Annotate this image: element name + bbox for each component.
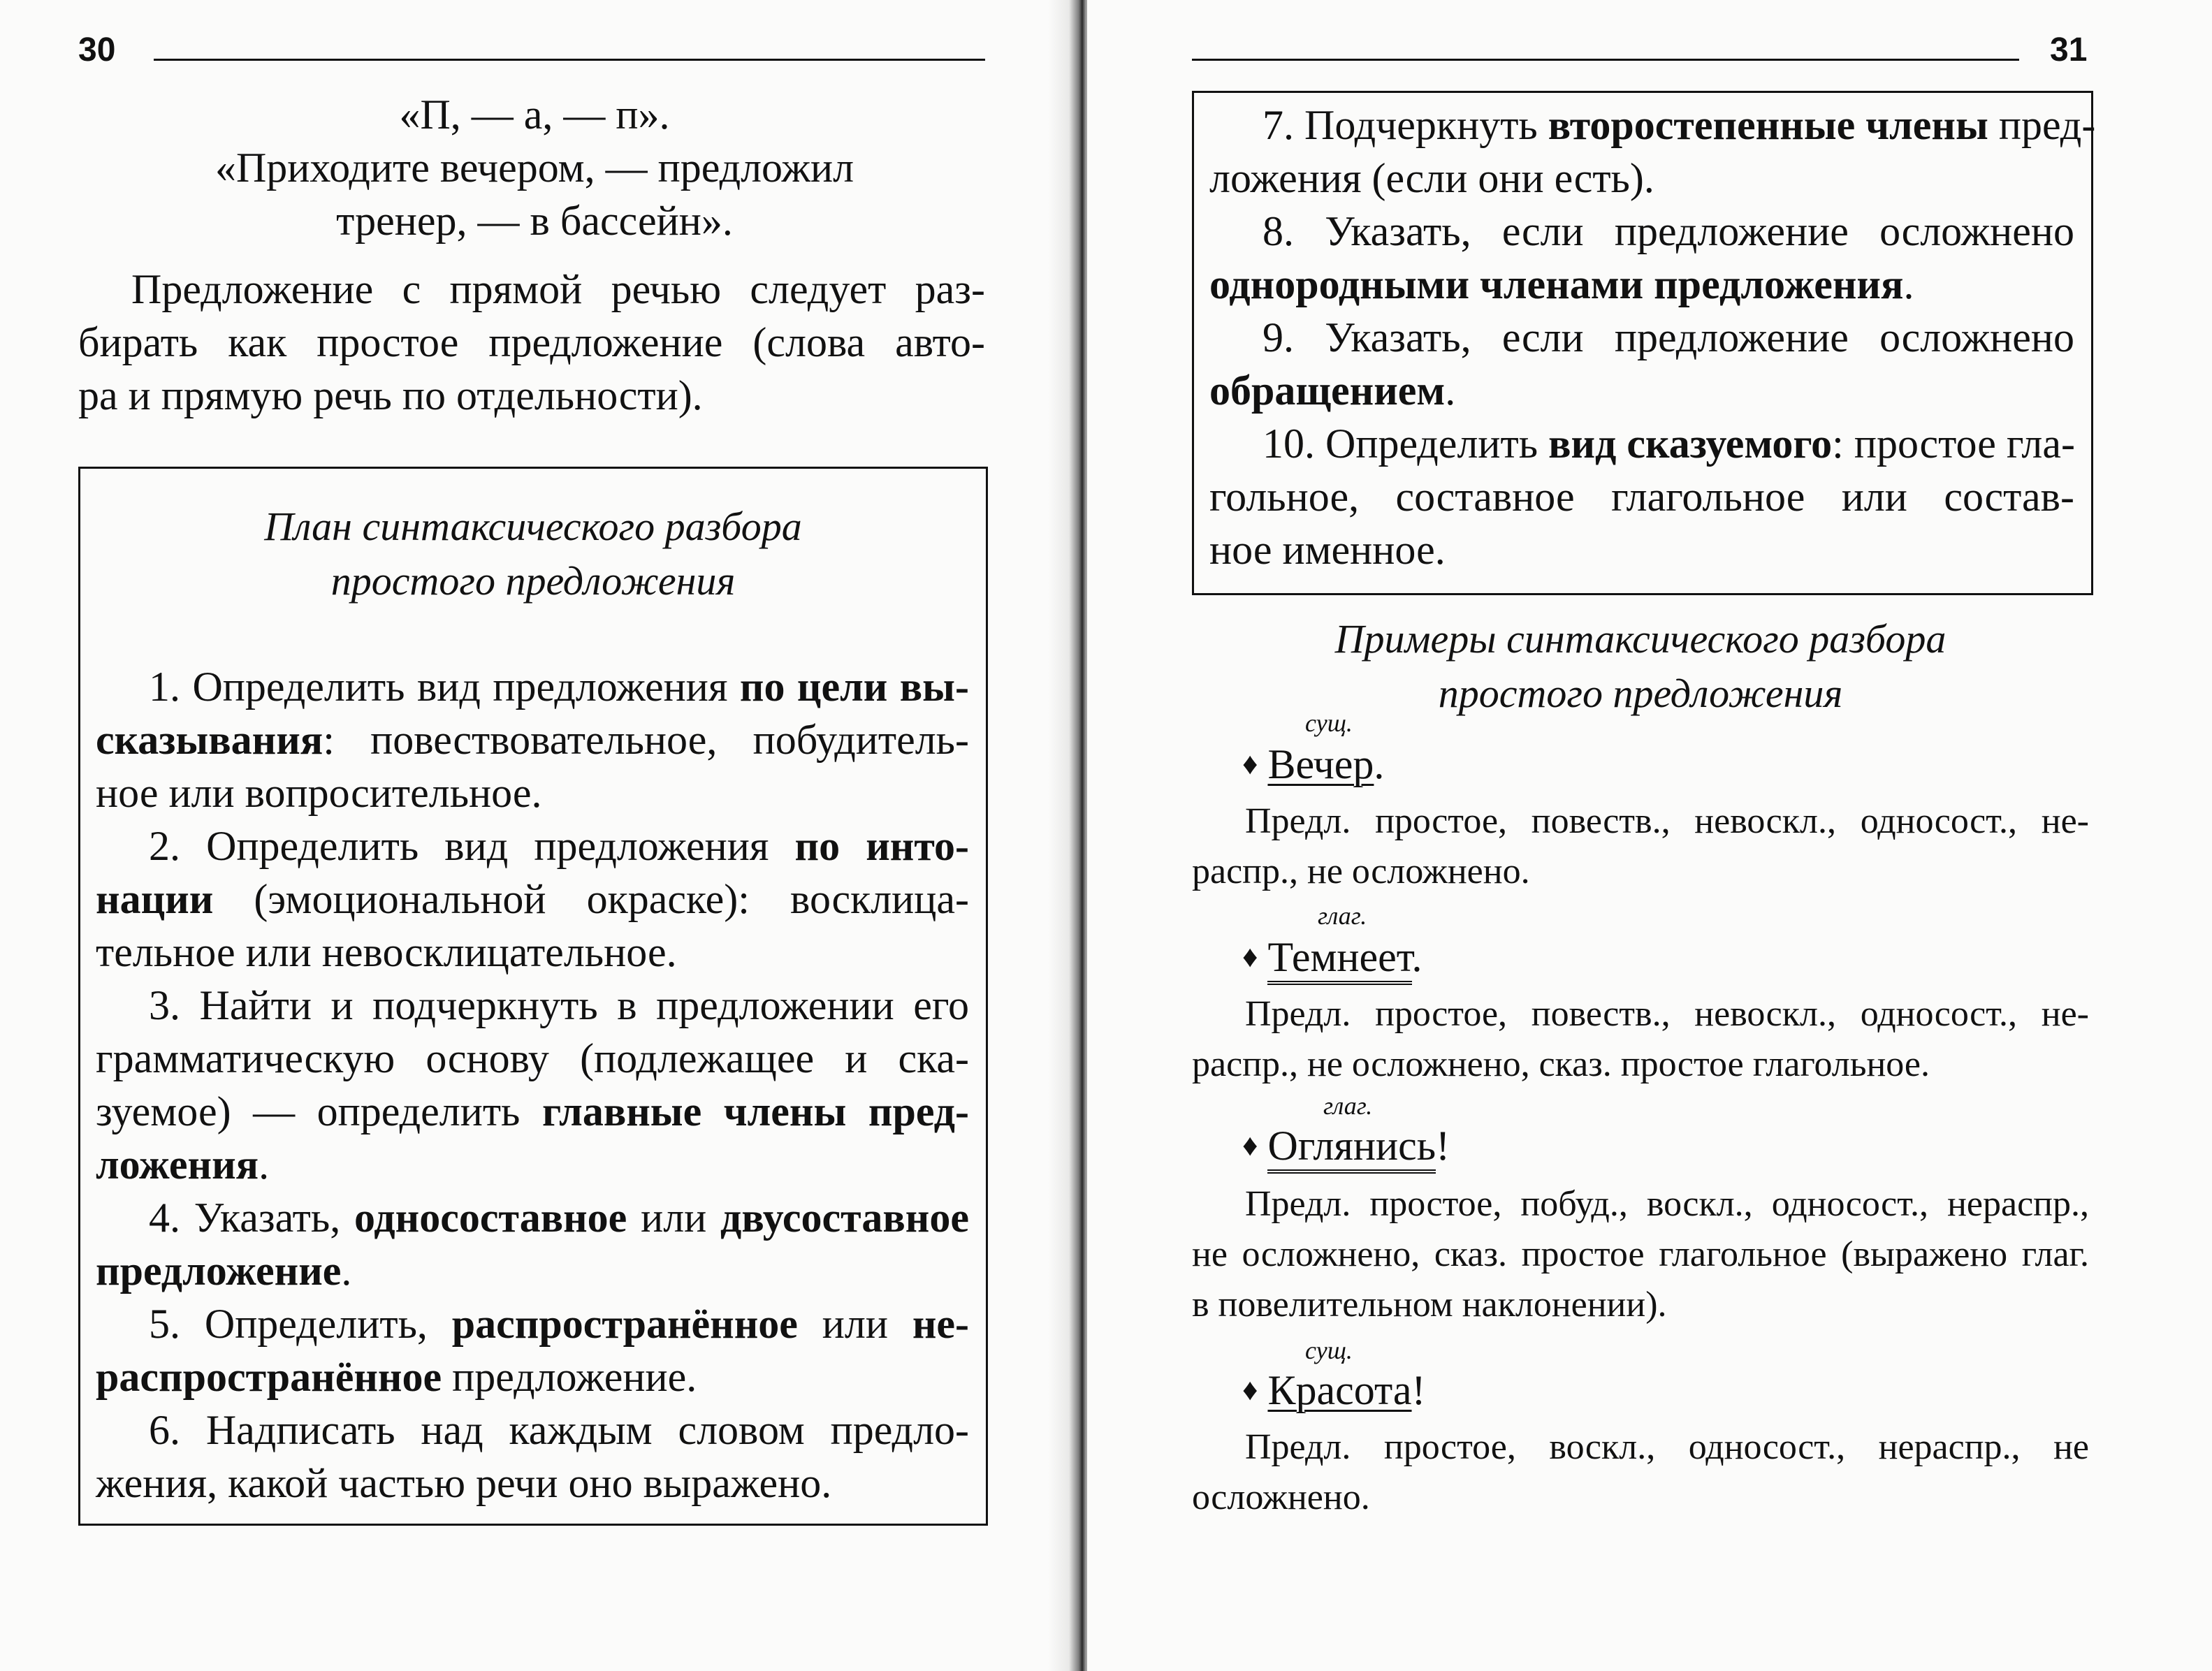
step-3-line-4: ложения.	[96, 1141, 270, 1188]
example-2-word: Темнеет	[1267, 934, 1411, 985]
example-2-pos-label: глаг.	[1318, 902, 1367, 930]
bullet-icon: ♦	[1242, 747, 1258, 781]
plan-title-line-1: План синтаксического разбора	[264, 504, 802, 549]
step-2-line-2: нации (эмоциональной окраске): восклица-	[96, 876, 969, 922]
step-2-line-3: тельное или невосклицательное.	[96, 929, 677, 975]
example-4-pos-label: сущ.	[1305, 1336, 1353, 1364]
step-2-line-1: 2. Определить вид предложения по инто-	[149, 823, 969, 869]
step-4-line-2: предложение.	[96, 1248, 352, 1294]
step-5-line-2: распространённое предложение.	[96, 1354, 697, 1400]
right-page	[1087, 0, 2212, 1671]
step-7-line-1: 7. Подчеркнуть второстепенные члены пред-	[1263, 102, 2096, 148]
example-2-analysis: Предл. простое, повеств., невоскл., односост., не- распр., не осложнено, сказ. простое глагольное.	[1192, 994, 2089, 1084]
direct-speech-paragraph	[78, 263, 985, 422]
step-10-line-3: ное именное.	[1209, 527, 1446, 573]
step-8-line-1: 8. Указать, если предложение осложнено	[1263, 208, 2074, 254]
example-1-analysis: Предл. простое, повеств., невоскл., односост., не- распр., не осложнено.	[1192, 801, 2089, 891]
left-page	[0, 0, 1073, 1671]
page-number-left: 30	[78, 31, 116, 68]
step-8-line-2: однородными членами предложения.	[1209, 261, 1914, 307]
example-2-sentence: ♦ Темнеет.	[1242, 933, 1422, 982]
plan-title-line-2: простого предложения	[330, 558, 736, 604]
quote-2b: тренер, — в бассейн».	[336, 198, 733, 244]
example-1-pos-label: сущ.	[1305, 709, 1353, 737]
plan-steps-7-10	[1209, 98, 2096, 576]
step-3-line-2: грамматическую основу (подлежащее и ска-	[96, 1035, 969, 1081]
examples-title-line-2: простого предложения	[1438, 671, 1843, 716]
para-line-1: Предложение с прямой речью следует раз-	[131, 266, 985, 312]
step-7-line-2: ложения (если они есть).	[1209, 155, 1654, 201]
para-line-2: бирать как простое предложение (слова авто-	[78, 319, 985, 365]
example-4-sentence: ♦ Красота!	[1242, 1367, 1426, 1413]
example-3-analysis: Предл. простое, побуд., воскл., односост., нераспр., не осложнено, сказ. простое глагольное (выражено глаг. в повелительном наклонении).	[1192, 1184, 2089, 1325]
example-1-sentence: ♦ Вечер.	[1242, 741, 1385, 787]
examples-title	[1192, 612, 2089, 721]
examples-title-line-1: Примеры синтаксического разбора	[1334, 616, 1947, 662]
step-10-line-1: 10. Определить вид сказуемого: простое гла-	[1263, 421, 2075, 467]
page-number-right: 31	[2050, 31, 2088, 68]
example-3-word: Оглянись	[1267, 1123, 1436, 1174]
example-4-analysis: Предл. простое, воскл., односост., нераспр., не осложнено.	[1192, 1427, 2089, 1517]
step-10-line-2: гольное, составное глагольное или состав-	[1209, 474, 2074, 520]
header-rule-right	[1192, 59, 2019, 61]
step-9-line-1: 9. Указать, если предложение осложнено	[1263, 314, 2074, 360]
bullet-icon: ♦	[1242, 1373, 1258, 1407]
step-1-line-1: 1. Определить вид предложения по цели вы-	[149, 664, 970, 710]
bullet-icon: ♦	[1242, 940, 1258, 974]
step-4-line-1: 4. Указать, односоставное или двусоставное	[149, 1195, 969, 1241]
plan-steps-1-6	[96, 660, 969, 1510]
parsing-plan-box-continued	[1192, 91, 2096, 595]
step-1-line-2: сказывания: повествовательное, побудитель-	[96, 717, 969, 763]
parsing-plan-box	[78, 467, 988, 1526]
step-6-line-2: жения, какой частью речи оно выражено.	[96, 1460, 832, 1506]
step-3-line-1: 3. Найти и подчеркнуть в предложении его	[149, 982, 969, 1028]
example-3-sentence: ♦ Оглянись!	[1242, 1122, 1450, 1170]
para-line-3: ра и прямую речь по отдельности).	[78, 372, 703, 418]
example-1-word: Вечер	[1267, 741, 1374, 787]
bullet-icon: ♦	[1242, 1128, 1258, 1162]
plan-title	[80, 499, 986, 608]
header-rule-left	[154, 59, 985, 61]
step-5-line-1: 5. Определить, распространённое или не-	[149, 1301, 969, 1347]
quote-2a: «Приходите вечером, — предложил	[214, 145, 854, 191]
step-9-line-2: обращением.	[1209, 367, 1456, 414]
step-3-line-3: зуемое) — определить главные члены пред-	[96, 1088, 969, 1134]
example-4-word: Красота	[1267, 1367, 1412, 1413]
example-3-pos-label: глаг.	[1323, 1092, 1373, 1120]
step-1-line-3: ное или вопросительное.	[96, 770, 542, 816]
quote-1: «П, — а, — п».	[399, 92, 670, 138]
step-6-line-1: 6. Надписать над каждым словом предло-	[149, 1407, 969, 1453]
